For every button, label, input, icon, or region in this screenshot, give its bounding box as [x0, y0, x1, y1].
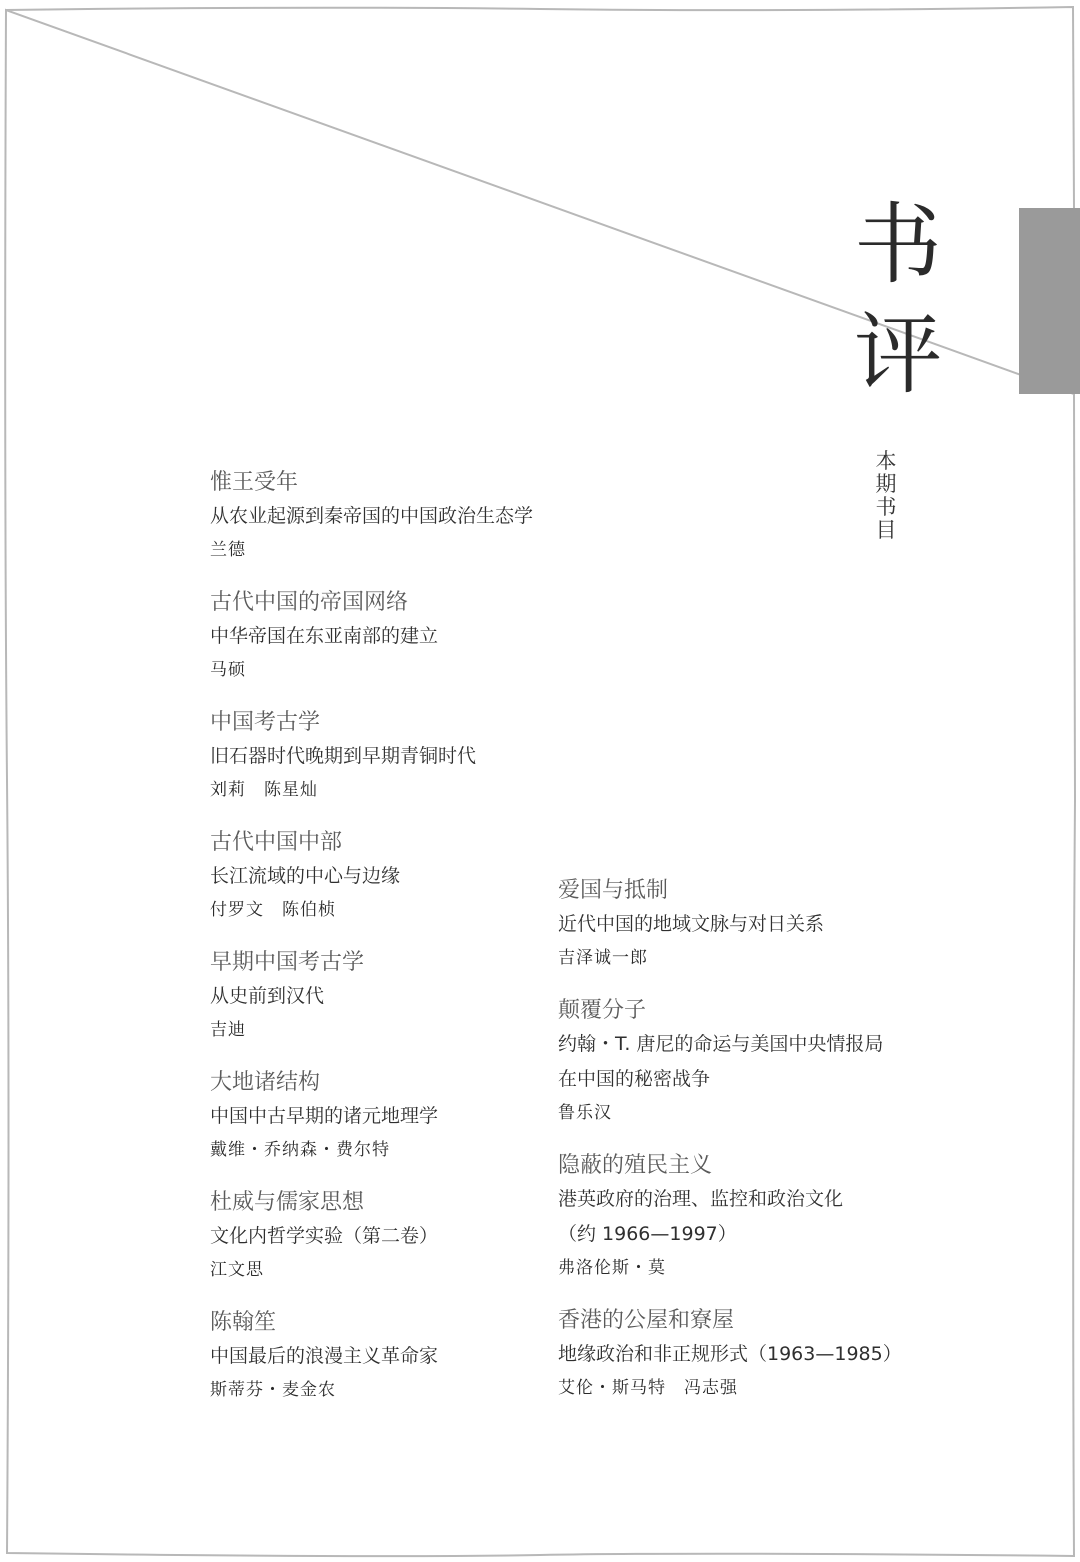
vertical-subtitle — [873, 450, 899, 542]
book-title: 隐蔽的殖民主义 — [558, 1153, 713, 1178]
book-title: 爱国与抵制 — [558, 878, 669, 903]
right-book-list — [558, 876, 938, 1426]
book-author: 戴维・乔纳森・费尔特 — [210, 1140, 390, 1160]
subtitle-char: 本 — [875, 449, 897, 473]
book-subtitle: 从农业起源到秦帝国的中国政治生态学 — [210, 505, 534, 527]
book-author: 弗洛伦斯・莫 — [558, 1258, 666, 1278]
book-subtitle: 地缘政治和非正规形式（1963—1985） — [558, 1343, 902, 1365]
subtitle-char: 目 — [875, 518, 897, 542]
book-title: 香港的公屋和寮屋 — [558, 1308, 735, 1333]
book-entry — [558, 876, 938, 996]
book-subtitle: 中国最后的浪漫主义革命家 — [210, 1345, 439, 1367]
book-author: 吉迪 — [210, 1020, 246, 1040]
book-subtitle: 中国中古早期的诸元地理学 — [210, 1105, 439, 1127]
book-entry — [210, 828, 590, 948]
book-title: 杜威与儒家思想 — [210, 1190, 365, 1215]
book-title: 古代中国的帝国网络 — [210, 590, 409, 615]
book-subtitle: 港英政府的治理、监控和政治文化 — [558, 1188, 844, 1210]
book-entry — [210, 1188, 590, 1308]
book-entry — [558, 1306, 938, 1426]
book-subtitle: 在中国的秘密战争 — [558, 1068, 711, 1090]
book-title: 古代中国中部 — [210, 830, 343, 855]
book-author: 兰德 — [210, 540, 246, 560]
book-author: 付罗文 陈伯桢 — [210, 900, 336, 920]
book-author: 马硕 — [210, 660, 246, 680]
book-title: 惟王受年 — [210, 470, 299, 495]
book-entry — [558, 1151, 938, 1306]
section-title — [848, 190, 948, 410]
book-title: 早期中国考古学 — [210, 950, 365, 975]
section-title-char: 评 — [853, 303, 942, 406]
book-subtitle: 中华帝国在东亚南部的建立 — [210, 625, 439, 647]
book-author: 刘莉 陈星灿 — [210, 780, 318, 800]
book-author: 吉泽诚一郎 — [558, 948, 648, 968]
book-title: 陈翰笙 — [210, 1310, 277, 1335]
book-subtitle: 约翰・T. 唐尼的命运与美国中央情报局 — [558, 1033, 884, 1055]
book-author: 鲁乐汉 — [558, 1103, 612, 1123]
book-entry — [210, 948, 590, 1068]
book-subtitle: 旧石器时代晚期到早期青铜时代 — [210, 745, 477, 767]
book-title: 颠覆分子 — [558, 998, 647, 1023]
left-book-list — [210, 468, 590, 1428]
book-subtitle: 从史前到汉代 — [210, 985, 325, 1007]
book-author: 艾伦・斯马特 冯志强 — [558, 1378, 738, 1398]
book-entry — [210, 708, 590, 828]
book-author: 斯蒂芬・麦金农 — [210, 1380, 336, 1400]
book-title: 中国考古学 — [210, 710, 321, 735]
subtitle-char: 期 — [875, 472, 897, 496]
book-entry — [558, 996, 938, 1151]
book-author: 江文思 — [210, 1260, 264, 1280]
book-subtitle: 长江流域的中心与边缘 — [210, 865, 401, 887]
book-entry — [210, 1068, 590, 1188]
book-entry — [210, 1308, 590, 1428]
book-subtitle: 文化内哲学实验（第二卷） — [210, 1225, 439, 1247]
side-tab-marker — [1019, 208, 1080, 394]
book-subtitle: （约 1966—1997） — [558, 1223, 737, 1245]
book-entry — [210, 588, 590, 708]
book-title: 大地诸结构 — [210, 1070, 321, 1095]
book-entry — [210, 468, 590, 588]
section-title-char: 书 — [853, 193, 942, 296]
subtitle-char: 书 — [875, 495, 897, 519]
book-subtitle: 近代中国的地域文脉与对日关系 — [558, 913, 825, 935]
